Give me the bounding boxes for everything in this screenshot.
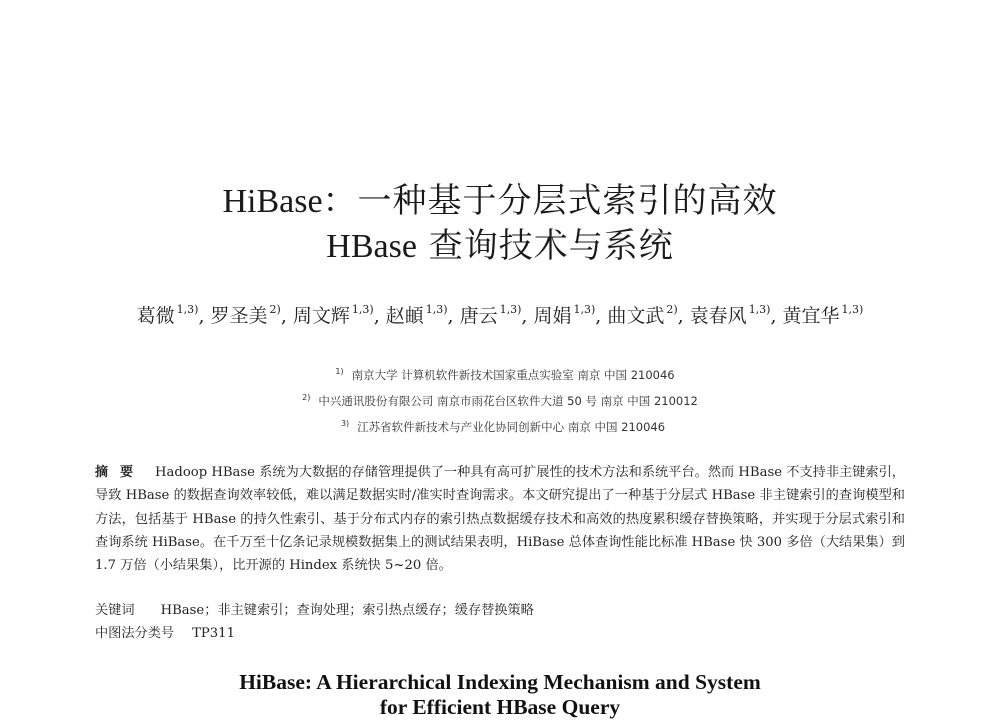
author — [460, 305, 534, 327]
affiliation-marker: 3) — [340, 419, 350, 428]
author-separator: , — [770, 305, 777, 327]
abstract-label: 摘要 — [95, 465, 146, 480]
author — [533, 305, 607, 327]
affiliation-text: 南京大学 计算机软件新技术国家重点实验室 南京 中国 210046 — [351, 368, 675, 382]
english-title-line-1: HiBase: A Hierarchical Indexing Mechanism and System — [239, 670, 761, 694]
title-latin-part: HBase — [326, 228, 417, 265]
keywords-text: HBase；非主键索引；查询处理；索引热点缓存；缓存替换策略 — [160, 603, 534, 618]
keywords-label: 关键词 — [95, 603, 135, 618]
author — [137, 305, 211, 327]
abstract — [95, 461, 905, 577]
author-separator: , — [677, 305, 684, 327]
author-separator: , — [595, 305, 602, 327]
classification-code: TP311 — [192, 626, 235, 641]
author-separator: , — [280, 305, 287, 327]
affiliation-marker: 2) — [302, 393, 311, 402]
author — [783, 305, 864, 327]
author-list — [0, 296, 1000, 330]
author-separator: , — [521, 305, 528, 327]
author-name: 唐云 — [459, 305, 498, 327]
affiliation-marker: 1) — [335, 367, 344, 376]
author-name: 曲文武 — [607, 305, 665, 327]
affiliation-text: 江苏省软件新技术与产业化协同创新中心 南京 中国 210046 — [357, 420, 666, 434]
author-affiliation-marker: 2) — [269, 303, 281, 316]
author-name: 罗圣美 — [210, 305, 268, 327]
author-name: 周娟 — [533, 305, 572, 327]
abstract-text: Hadoop HBase 系统为大数据的存储管理提供了一种具有高可扩展性的技术方法和系统平台。然而 HBase 不支持非主键索引，导致 HBase 的数据查询效率较低，难以满足数据实时/准实时查询需求。本文研究提出了一种基于分层式 HBase 非主键索引的查询模型和方法，包括基于 HBase 的持久性索引、基于分布式内存的索引热点数据缓存技术和高效的热度累积缓存替换策略，并实现于分层式索引和查询系统 HiBase。在千万至十亿条记录规模数据集上的测试结果表明，HiBase 总体查询性能比标准 HBase 快 300 多倍（大结果集）到 1.7 万倍（小结果集），比开源的 Hindex 系统快 5~20 倍。 — [95, 465, 905, 574]
author-affiliation-marker: 1,3) — [499, 303, 522, 316]
chinese-title-line-1 — [0, 181, 1000, 222]
author-affiliation-marker: 2) — [666, 303, 678, 316]
classification — [95, 624, 235, 644]
author — [690, 305, 783, 327]
author-affiliation-marker: 1,3) — [748, 303, 771, 316]
english-title-line-2: for Efficient HBase Query — [379, 695, 621, 719]
author — [211, 305, 293, 327]
affiliation-1 — [0, 364, 1000, 383]
author-separator: , — [447, 305, 454, 327]
author-affiliation-marker: 1,3) — [176, 303, 199, 316]
affiliation-2 — [0, 390, 1000, 409]
author-name: 袁春风 — [689, 305, 747, 327]
affiliation-3 — [0, 416, 1000, 435]
keywords — [95, 601, 534, 621]
author-affiliation-marker: 1,3) — [425, 303, 448, 316]
author — [607, 305, 689, 327]
author — [293, 305, 386, 327]
classification-label: 中图法分类号 — [95, 626, 175, 641]
author-separator: , — [198, 305, 205, 327]
author-name: 黄宜华 — [782, 305, 840, 327]
title-chinese-part: ：一种基于分层式索引的高效 — [322, 181, 778, 221]
title-latin-part: HiBase — [222, 183, 323, 220]
author-separator: , — [373, 305, 380, 327]
author-name: 葛微 — [136, 305, 175, 327]
author — [386, 305, 460, 327]
author-affiliation-marker: 1,3) — [351, 303, 374, 316]
author-affiliation-marker: 1,3) — [573, 303, 596, 316]
author-affiliation-marker: 1,3) — [841, 303, 864, 316]
affiliation-text: 中兴通讯股份有限公司 南京市雨花台区软件大道 50 号 南京 中国 210012 — [318, 394, 698, 408]
author-name: 周文辉 — [292, 305, 350, 327]
author-name: 赵頔 — [385, 305, 424, 327]
title-chinese-part: 查询技术与系统 — [416, 226, 674, 266]
chinese-title-line-2 — [0, 226, 1000, 267]
